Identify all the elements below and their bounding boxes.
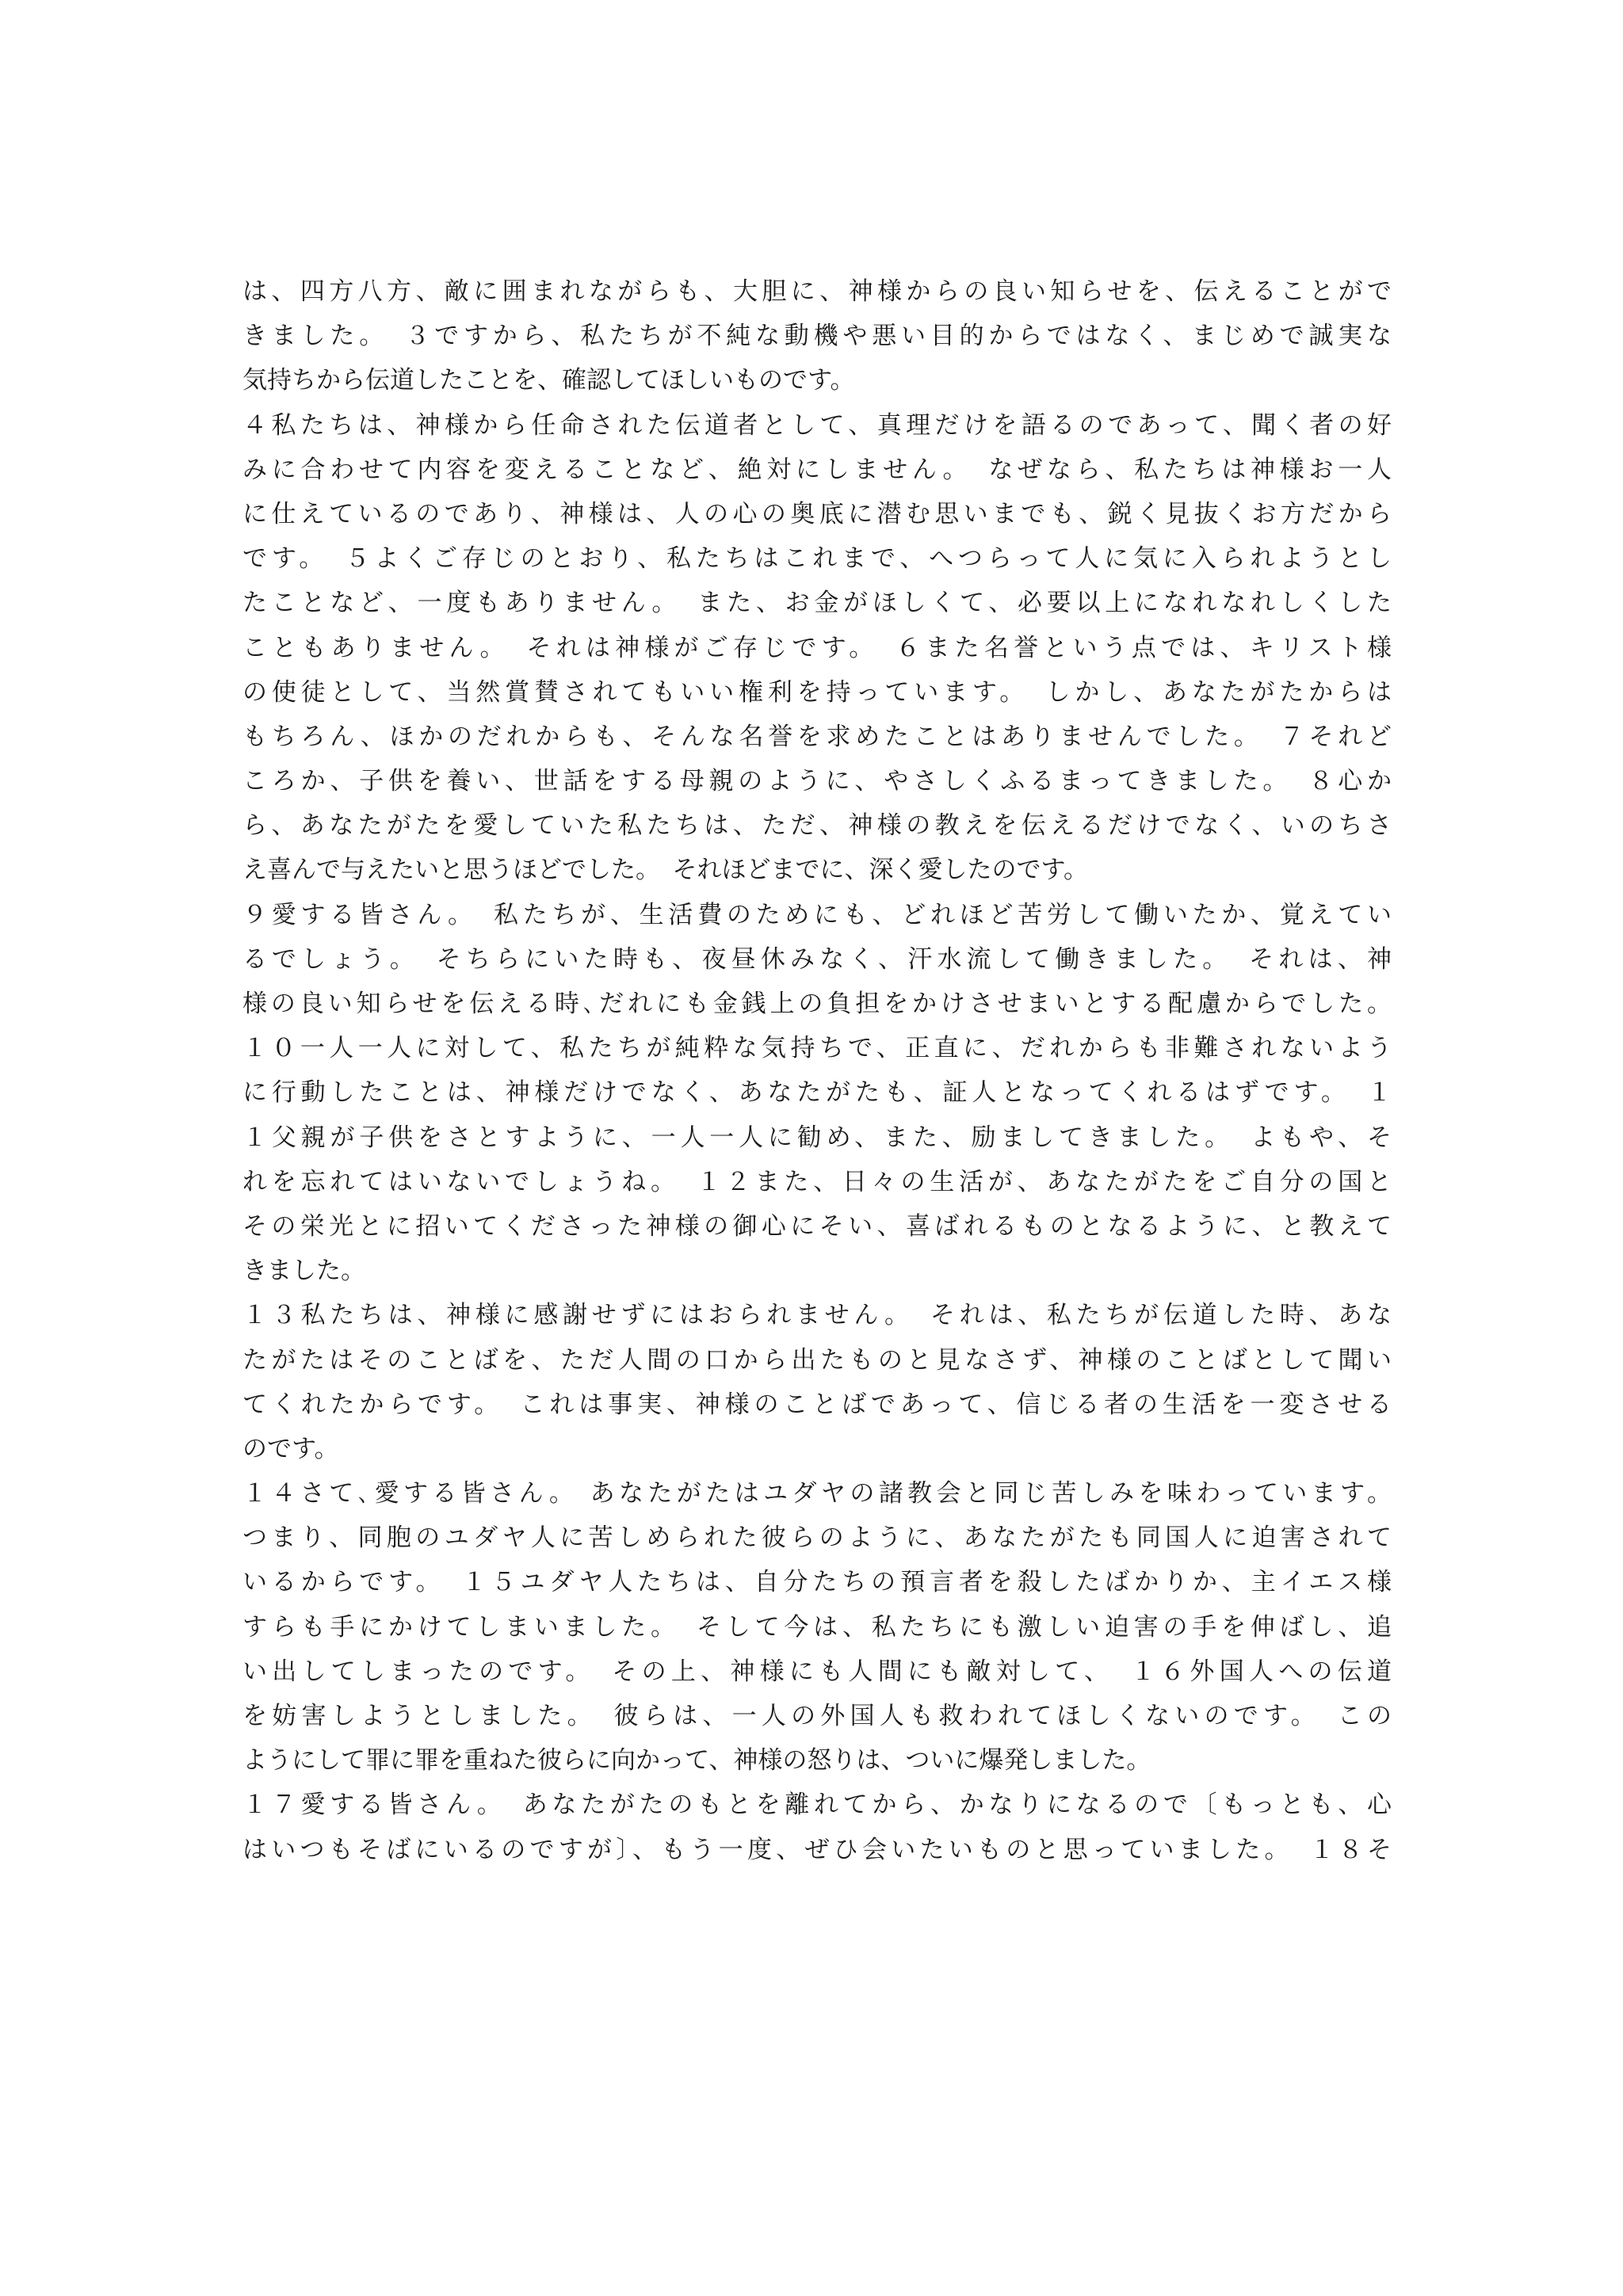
- text-line-5: みに合わせて内容を変えることなど、絶対にしません。 なぜなら、私たちは神様お一人: [242, 455, 1392, 484]
- text-line-20: １父親が子供をさとすように、一人一人に勧め、また、励ましてきました。 よもや、そ: [242, 1123, 1392, 1152]
- text-line-33: を妨害しようとしました。 彼らは、一人の外国人も救われてほしくないのです。 この: [242, 1702, 1392, 1730]
- text-line-23: きました。: [242, 1257, 365, 1286]
- text-line-12: ころか、子供を養い、世話をする母親のように、やさしくふるまってきました。 ８心か: [242, 767, 1392, 796]
- text-line-24: １３私たちは、神様に感謝せずにはおられません。 それは、私たちが伝道した時、あな: [242, 1301, 1392, 1330]
- text-line-19: に行動したことは、神様だけでなく、あなたがたも、証人となってくれるはずです。 １: [242, 1078, 1392, 1108]
- text-line-22: その栄光とに招いてくださった神様の御心にそい、喜ばれるものとなるように、と教えて: [242, 1211, 1392, 1241]
- text-line-18: １０一人一人に対して、私たちが純粋な気持ちで、正直に、だれからも非難されないよう: [242, 1034, 1392, 1063]
- text-line-1: は、四方八方、敵に囲まれながらも、大胆に、神様からの良い知らせを、伝えることがで: [242, 277, 1392, 306]
- text-line-2: きました。 ３ですから、私たちが不純な動機や悪い目的からではなく、まじめで誠実な: [242, 322, 1392, 351]
- text-line-10: の使徒として、当然賞賛されてもいい権利を持っています。 しかし、あなたがたからは: [242, 677, 1392, 707]
- text-line-9: こともありません。 それは神様がご存じです。 ６また名誉という点では、キリスト様: [242, 633, 1392, 662]
- text-line-17: 様の良い知らせを伝える時､だれにも金銭上の負担をかけさせまいとする配慮からでした。: [242, 990, 1392, 1018]
- text-line-30: いるからです。 １５ユダヤ人たちは、自分たちの預言者を殺したばかりか、主イエス様: [242, 1568, 1392, 1597]
- text-line-32: い出してしまったのです。 その上、神様にも人間にも敵対して、 １６外国人への伝道: [242, 1657, 1392, 1686]
- text-line-31: すらも手にかけてしまいました。 そして今は、私たちにも激しい迫害の手を伸ばし、追: [242, 1612, 1392, 1642]
- text-line-28: １４さて､愛する皆さん。 あなたがたはユダヤの諸教会と同じ苦しみを味わっています。: [242, 1479, 1392, 1508]
- text-line-14: え喜んで与えたいと思うほどでした。 それほどまでに、深く愛したのです。: [242, 856, 1089, 885]
- text-line-7: です。 ５よくご存じのとおり、私たちはこれまで、へつらって人に気に入られようとし: [242, 544, 1392, 574]
- text-line-11: もちろん、ほかのだれからも、そんな名誉を求めたことはありませんでした。 ７それど: [242, 722, 1392, 751]
- text-line-27: のです。: [242, 1434, 339, 1463]
- text-line-6: に仕えているのであり、神様は、人の心の奥底に潜む思いまでも、鋭く見抜くお方だから: [242, 499, 1392, 528]
- text-line-13: ら、あなたがたを愛していた私たちは、ただ、神様の教えを伝えるだけでなく、いのちさ: [242, 811, 1392, 841]
- text-line-21: れを忘れてはいないでしょうね。 １２また、日々の生活が、あなたがたをご自分の国と: [242, 1167, 1392, 1196]
- text-line-26: てくれたからです。 これは事実、神様のことばであって、信じる者の生活を一変させる: [242, 1390, 1392, 1419]
- document-body: [242, 269, 1392, 1872]
- text-line-25: たがたはそのことばを、ただ人間の口から出たものと見なさず、神様のことばとして聞い: [242, 1345, 1392, 1375]
- text-line-35: １７愛する皆さん。 あなたがたのもとを離れてから、かなりになるので〔もっとも、心: [242, 1791, 1392, 1820]
- text-line-29: つまり、同胞のユダヤ人に苦しめられた彼らのように、あなたがたも同国人に迫害されて: [242, 1524, 1392, 1553]
- text-line-16: るでしょう。 そちらにいた時も、夜昼休みなく、汗水流して働きました。 それは、神: [242, 944, 1392, 974]
- text-line-8: たことなど、一度もありません。 また、お金がほしくて、必要以上になれなれしくした: [242, 589, 1392, 618]
- text-line-34: ようにして罪に罪を重ねた彼らに向かって、神様の怒りは、ついに爆発しました。: [242, 1746, 1151, 1775]
- text-line-15: ９愛する皆さん。 私たちが、生活費のためにも、どれほど苦労して働いたか、覚えてい: [242, 900, 1392, 929]
- text-line-36: はいつもそばにいるのですが〕、もう一度、ぜひ会いたいものと思っていました。 １８そ: [242, 1835, 1392, 1864]
- text-line-4: ４私たちは、神様から任命された伝道者として、真理だけを語るのであって、聞く者の好: [242, 410, 1392, 440]
- text-line-3: 気持ちから伝道したことを、確認してほしいものです。: [242, 366, 855, 395]
